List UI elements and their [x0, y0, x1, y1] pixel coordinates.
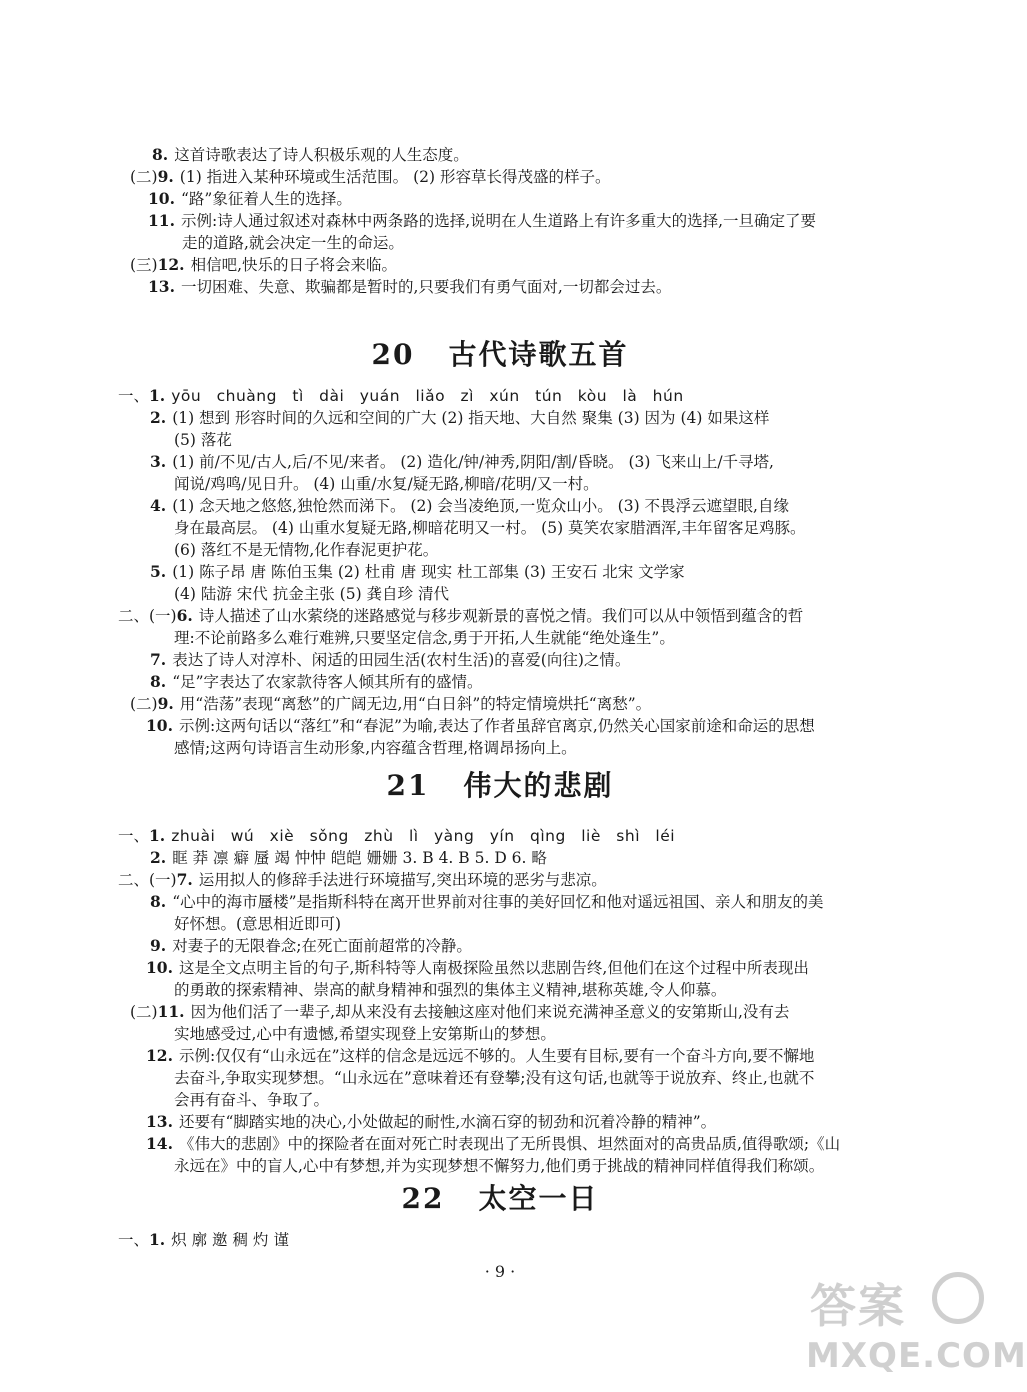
answer-text: “足”字表达了农家款待客人倾其所有的盛情。 [172, 673, 483, 691]
answer-line [130, 166, 611, 188]
answer-line [130, 254, 397, 276]
answer-line [148, 188, 352, 210]
question-number: 12. [146, 1046, 173, 1065]
answer-text: 的勇敢的探索精神、崇高的献身精神和强烈的集体主义精神,堪称英雄,令人仰慕。 [174, 981, 727, 999]
answer-line [146, 1111, 716, 1133]
answer-text: 炽 廓 邀 稠 灼 谨 [171, 1231, 289, 1249]
watermark-logo [800, 1264, 1027, 1384]
section-number: 21 [386, 769, 430, 802]
answer-line [174, 737, 577, 759]
answer-text: (4) 陆游 宋代 抗金主张 (5) 龚自珍 清代 [174, 585, 449, 603]
answer-text: 示例:诗人通过叙述对森林中两条路的选择,说明在人生道路上有许多重大的选择,一旦确定了要 [180, 212, 817, 230]
answer-text: 好怀想。(意思相近即可) [174, 915, 342, 933]
answer-line [150, 451, 774, 473]
answer-text: (1) 念天地之悠悠,独怆然而涕下。 (2) 会当凌绝顶,一览众山小。 (3) 不畏浮云遮望眼,自缘 [172, 497, 789, 515]
section-title: 古代诗歌五首 [448, 338, 629, 371]
answer-text: (1) 想到 形容时间的久远和空间的广大 (2) 指天地、大自然 聚集 (3) 因为 (4) 如果这样 [172, 409, 770, 427]
question-number: 10. [146, 958, 173, 977]
question-group-prefix: 一、 [118, 387, 150, 405]
question-number: 8. [150, 672, 167, 691]
question-number: 1. [149, 826, 166, 845]
answer-line [174, 429, 232, 451]
answer-text: 一切困难、失意、欺骗都是暂时的,只要我们有勇气面对,一切都会过去。 [180, 278, 672, 296]
answer-text: 眶 莽 凛 癖 蜃 竭 忡忡 皑皑 姗姗 3. B 4. B 5. D 6. 略 [172, 849, 547, 867]
question-number: 2. [150, 408, 167, 427]
question-number: 1. [149, 386, 166, 405]
answer-text: (1) 陈子昂 唐 陈伯玉集 (2) 杜甫 唐 现实 杜工部集 (3) 王安石 北宋 文学家 [172, 563, 685, 581]
answer-text: 这是全文点明主旨的句子,斯科特等人南极探险虽然以悲剧告终,但他们在这个过程中所表现出 [178, 959, 809, 977]
answer-line [174, 473, 599, 495]
answer-line [118, 1229, 289, 1251]
question-number: 4. [150, 496, 167, 515]
answer-line [118, 825, 675, 847]
answer-line [146, 957, 809, 979]
answer-line [150, 407, 769, 429]
answer-line [150, 671, 483, 693]
answer-text: (1) 指进入某种环境或生活范围。 (2) 形容草长得茂盛的样子。 [179, 168, 611, 186]
section-heading [0, 1177, 1000, 1217]
answer-line [146, 715, 815, 737]
watermark-site: MXQE.COM [806, 1336, 1027, 1376]
answer-line [148, 210, 816, 232]
answer-line [174, 627, 675, 649]
answer-text: 理:不论前路多么难行难辨,只要坚定信念,勇于开拓,人生就能“绝处逢生”。 [174, 629, 675, 647]
answer-line [146, 1133, 840, 1155]
answer-line [118, 869, 607, 891]
question-number: 3. [150, 452, 167, 471]
answer-line [148, 276, 671, 298]
question-number: 12. [157, 255, 185, 274]
answer-text: 永远在》中的盲人,心中有梦想,并为实现梦想不懈努力,他们勇于挑战的精神同样值得我们称颂。 [174, 1157, 825, 1175]
question-number: 11. [148, 211, 175, 230]
question-number: 7. [150, 650, 167, 669]
answer-text: 表达了诗人对淳朴、闲适的田园生活(农村生活)的喜爱(向往)之情。 [172, 651, 631, 669]
answer-text: 用“浩荡”表现“离愁”的广阔无边,用“白日斜”的特定情境烘托“离愁”。 [179, 695, 652, 713]
section-title: 伟大的悲剧 [463, 769, 614, 802]
answer-text: 《伟大的悲剧》中的探险者在面对死亡时表现出了无所畏惧、坦然面对的高贵品质,值得歌颂;《山 [178, 1135, 841, 1153]
answer-line [150, 935, 472, 957]
question-number: 6. [176, 606, 193, 625]
watermark-mark: 答案 [810, 1279, 906, 1333]
answer-line [150, 495, 789, 517]
question-number: 1. [149, 1230, 166, 1249]
answer-text: zhuài wú xiè sǒng zhù lì yàng yín qìng liè shì léi [171, 827, 676, 845]
question-number: 9. [157, 167, 174, 186]
answer-text: (5) 落花 [174, 431, 232, 449]
question-number: 8. [152, 145, 169, 164]
question-group-prefix: (三) [130, 256, 158, 274]
question-group-prefix: 二、(一) [118, 871, 177, 889]
answer-text: (1) 前/不见/古人,后/不见/来者。 (2) 造化/钟/神秀,阴阳/割/昏晓。 (3) 飞来山上/千寻塔, [172, 453, 774, 471]
answer-text: 运用拟人的修辞手法进行环境描写,突出环境的恶劣与悲凉。 [198, 871, 607, 889]
section-number: 22 [401, 1182, 445, 1215]
question-number: 9. [150, 936, 167, 955]
answer-text: 这首诗歌表达了诗人积极乐观的人生态度。 [174, 146, 469, 164]
question-number: 13. [146, 1112, 173, 1131]
answer-line [150, 649, 630, 671]
answer-text: 走的道路,就会决定一生的命运。 [182, 234, 404, 252]
answer-text: 会再有奋斗、争取了。 [174, 1091, 330, 1109]
answer-line [174, 517, 805, 539]
question-group-prefix: 二、(一) [118, 607, 177, 625]
answer-text: “心中的海市蜃楼”是指斯科特在离开世界前对往事的美好回忆和他对遥远祖国、亲人和朋友的美 [172, 893, 824, 911]
answer-text: 去奋斗,争取实现梦想。“山永远在”意味着还有登攀;没有这句话,也就等于说放弃、终止,也就不 [174, 1069, 815, 1087]
answer-line [174, 913, 341, 935]
question-number: 14. [146, 1134, 173, 1153]
answer-line [174, 1067, 814, 1089]
answer-line [174, 583, 449, 605]
question-group-prefix: (二) [130, 695, 158, 713]
answer-text: 闻说/鸡鸣/见日升。 (4) 山重/水复/疑无路,柳暗/花明/又一村。 [174, 475, 599, 493]
answer-line [146, 1045, 814, 1067]
section-heading [0, 764, 1000, 804]
answer-text: 身在最高层。 (4) 山重水复疑无路,柳暗花明又一村。 (5) 莫笑农家腊酒浑,丰年留客足鸡豚。 [174, 519, 806, 537]
answer-line [118, 605, 803, 627]
answer-line [152, 144, 469, 166]
answer-text: 诗人描述了山水萦绕的迷路感觉与移步观新景的喜悦之情。我们可以从中领悟到蕴含的哲 [198, 607, 804, 625]
question-number: 5. [150, 562, 167, 581]
answer-text: “路”象征着人生的选择。 [180, 190, 352, 208]
answer-line [182, 232, 404, 254]
question-number: 11. [157, 1002, 185, 1021]
answer-line [130, 693, 651, 715]
question-number: 8. [150, 892, 167, 911]
answer-text: 示例:这两句话以“落红”和“春泥”为喻,表达了作者虽辞官离京,仍然关心国家前途和命运的思想 [178, 717, 815, 735]
answer-line [150, 891, 824, 913]
answer-line [174, 979, 726, 1001]
answer-text: 还要有“脚踏实地的决心,小处做起的耐性,水滴石穿的韧劲和沉着冷静的精神”。 [178, 1113, 717, 1131]
question-number: 7. [176, 870, 193, 889]
answer-line [174, 1089, 329, 1111]
question-number: 10. [146, 716, 173, 735]
answer-text: 相信吧,快乐的日子将会来临。 [190, 256, 398, 274]
section-title: 太空一日 [478, 1182, 599, 1215]
answer-text: (6) 落红不是无情物,化作春泥更护花。 [174, 541, 439, 559]
answer-text: 感情;这两句诗语言生动形象,内容蕴含哲理,格调昂扬向上。 [174, 739, 577, 757]
answer-text: 对妻子的无限眷念;在死亡面前超常的冷静。 [172, 937, 472, 955]
answer-line [174, 539, 438, 561]
answer-text: 实地感受过,心中有遗憾,希望实现登上安第斯山的梦想。 [174, 1025, 556, 1043]
answer-text: yōu chuàng tì dài yuán liǎo zì xún tún kòu là hún [171, 387, 684, 405]
answer-line [118, 385, 684, 407]
watermark-seal-icon [932, 1272, 984, 1324]
question-group-prefix: 一、 [118, 827, 150, 845]
page-number: · 9 · [484, 1262, 516, 1281]
question-number: 10. [148, 189, 175, 208]
answer-text: 因为他们活了一辈子,却从来没有去接触这座对他们来说充满神圣意义的安第斯山,没有去 [190, 1003, 790, 1021]
section-heading [0, 333, 1000, 373]
question-group-prefix: 一、 [118, 1231, 150, 1249]
answer-text: 示例:仅仅有“山永远在”这样的信念是远远不够的。人生要有目标,要有一个奋斗方向,要不懈地 [178, 1047, 815, 1065]
section-number: 20 [371, 338, 415, 371]
question-group-prefix: (二) [130, 1003, 158, 1021]
question-number: 9. [157, 694, 174, 713]
answer-line [150, 847, 547, 869]
answer-line [130, 1001, 789, 1023]
answer-line [174, 1023, 556, 1045]
question-group-prefix: (二) [130, 168, 158, 186]
answer-line [150, 561, 685, 583]
question-number: 2. [150, 848, 167, 867]
answer-line [174, 1155, 824, 1177]
question-number: 13. [148, 277, 175, 296]
